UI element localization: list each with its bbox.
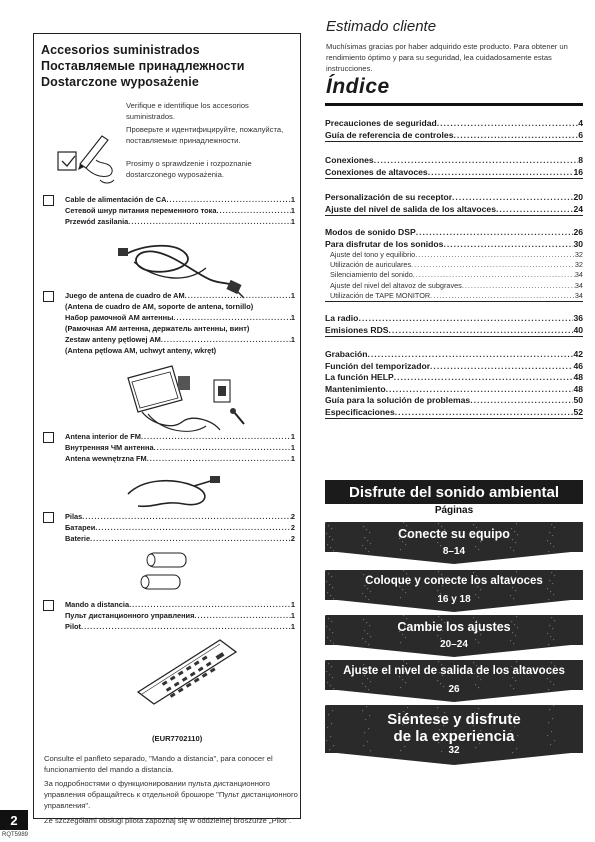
checkbox-fm-antenna[interactable] [43, 432, 54, 443]
toc-entry[interactable] [325, 227, 583, 239]
item-line: Pilot ..... 1 [65, 621, 295, 633]
page-number-badge: 2 [0, 810, 28, 830]
toc-entry-label: Guía de referencia de controles [325, 129, 454, 140]
toc-entry[interactable] [325, 167, 583, 179]
toc-entry-label: Utilización de auriculares [330, 260, 412, 270]
toc-entry-page: 24 [573, 203, 583, 214]
toc-entry-page: 50 [573, 395, 583, 405]
remote-model-number: (EUR7702110) [152, 734, 203, 743]
greeting-text: Muchísimas gracias por haber adquirido este producto. Para obtener un rendimiento óptimo y para su seguridad, lea cuidadosamente estas instrucciones. [326, 42, 568, 73]
toc-entry[interactable] [325, 325, 583, 337]
item-line: Пульт дистанционного управления ..... 1 [65, 610, 295, 622]
accessories-title-ru: Поставляемые принадлежности [41, 59, 245, 73]
flow-step-pages: 26 [448, 684, 460, 695]
item-line: Antena wewnętrzna FM ..... 1 [65, 453, 295, 465]
toc-entry[interactable] [325, 239, 583, 251]
item-line: Przewód zasilania ..... 1 [65, 216, 295, 228]
note-pl: Ze szczegółami obsługi pilota zapoznaj się w oddzielnej broszurze „Pilot". [44, 816, 292, 825]
toc-entry[interactable] [325, 270, 583, 280]
checkbox-batteries[interactable] [43, 512, 54, 523]
accessories-title-pl: Dostarczone wyposażenie [41, 75, 199, 89]
accessories-panel [33, 33, 301, 825]
accessories-title-es: Accesorios suministrados [41, 43, 200, 57]
toc-group [325, 349, 583, 419]
item-line: (Antena de cuadro de AM, soporte de antena, tornillo) [65, 302, 254, 311]
item-line: (Antena pętlowa AM, uchwyt anteny, wkręt) [65, 346, 217, 355]
flow-pages-label: Páginas [434, 505, 474, 516]
fm-antenna-illustration [124, 474, 224, 512]
toc-entry-label: Utilización de TAPE MONITOR [330, 290, 431, 300]
flow-step-pages: 20–24 [440, 639, 468, 650]
toc-entry[interactable] [325, 395, 583, 407]
toc-entry-label: Ajuste del nivel del altavoz de subgraves [330, 280, 462, 290]
toc-entry[interactable] [325, 204, 583, 216]
flow-step-pages: 8–14 [442, 546, 466, 557]
toc-entry[interactable] [325, 130, 583, 142]
toc-entry-label: Mantenimiento [325, 383, 386, 394]
verify-text-pl: Prosimy o sprawdzenie i rozpoznanie dostarczonego wyposażenia. [126, 159, 252, 179]
toc-entry-label: Modos de sonido DSP [325, 227, 416, 237]
greeting-title: Estimado cliente [326, 18, 437, 35]
checkbox-am-antenna[interactable] [43, 291, 54, 302]
toc-group [325, 118, 583, 142]
item-line: Mando a distancia ..... 1 [65, 599, 295, 611]
toc-entry[interactable] [325, 361, 583, 373]
item-line: Baterie ..... 2 [65, 533, 295, 545]
toc-entry-page: 42 [573, 349, 583, 359]
toc-entry[interactable] [325, 260, 583, 270]
toc-entry-label: Personalización de su receptor [325, 192, 453, 202]
toc-entry[interactable] [325, 349, 583, 361]
pen-checkbox-icon [56, 130, 116, 188]
toc-entry[interactable] [325, 118, 583, 130]
toc-entry-page: 6 [578, 129, 583, 140]
toc-group [325, 313, 583, 337]
flow-step [325, 570, 583, 612]
flow-title: Disfrute del sonido ambiental [325, 480, 583, 504]
verify-text-es: Verifique e identifique los accesorios suministrados. [126, 101, 249, 121]
toc-entry-page: 48 [573, 372, 583, 382]
toc-entry-page: 34 [574, 280, 583, 290]
index-title: Índice [326, 75, 390, 98]
toc-entry[interactable] [325, 407, 583, 419]
flow-step-label: Siéntese y disfrute [387, 711, 521, 728]
flow-step-label: Coloque y conecte los altavoces [365, 575, 543, 587]
remote-control-illustration [132, 634, 242, 706]
toc-entry-label: Función del temporizador [325, 360, 431, 371]
toc-entry-label: Conexiones de altavoces [325, 166, 428, 177]
toc-entry[interactable] [325, 155, 583, 167]
toc-entry[interactable] [325, 291, 583, 301]
toc-entry-label: Para disfrutar de los sonidos [325, 238, 444, 249]
toc-entry-page: 34 [574, 290, 583, 300]
flow-step [325, 615, 583, 657]
note-ru: За подробностями о функционировании пульта дистанционного управления обращайтесь к отдельной брошюре "Пульт дистанционного управления". [44, 779, 298, 810]
toc-entry-label: Especificaciones [325, 406, 395, 417]
checkbox-ac-cable[interactable] [43, 195, 54, 206]
toc-entry-label: Silenciamiento del sonido [330, 270, 413, 280]
document-code: RQT5989 [2, 832, 29, 838]
toc-entry-label: La función HELP [325, 372, 394, 382]
item-line: Cable de alimentación de CA ..... 1 [65, 194, 295, 206]
flow-step-pages: 16 y 18 [437, 594, 471, 605]
toc-entry-label: Guía para la solución de problemas [325, 395, 471, 405]
item-line: Antena interior de FM ..... 1 [65, 431, 295, 443]
toc-entry-label: Precauciones de seguridad [325, 118, 437, 128]
note-es: Consulte el panfleto separado, "Mando a distancia", para conocer el funcionamiento del mando a distancia. [44, 754, 273, 774]
item-line: Внутренняя ЧМ антенна ..... 1 [65, 442, 295, 454]
flow-step-label: Ajuste el nivel de salida de los altavoces [343, 665, 565, 677]
flow-step-pages: 32 [448, 745, 460, 756]
toc-entry-page: 16 [573, 166, 583, 177]
toc-entry[interactable] [325, 250, 583, 260]
item-line: Батареи ..... 2 [65, 522, 295, 534]
item-line: Juego de antena de cuadro de AM ..... 1 [65, 290, 295, 302]
flow-step-label: Cambie los ajustes [397, 620, 511, 634]
toc-entry-page: 34 [574, 270, 583, 280]
toc-entry-label: Ajuste del tono y equilibrio [330, 250, 416, 259]
toc-entry[interactable] [325, 192, 583, 204]
am-loop-antenna-illustration [122, 360, 262, 442]
toc-entry-page: 20 [573, 192, 583, 202]
toc-entry[interactable] [325, 313, 583, 325]
toc-entry-page: 26 [573, 227, 583, 237]
toc-entry-page: 8 [578, 155, 583, 165]
item-line: Pilas ..... 2 [65, 511, 295, 523]
toc-entry[interactable] [325, 384, 583, 396]
toc-entry-page: 52 [573, 406, 583, 417]
toc-entry-page: 36 [573, 313, 583, 323]
flow-step [325, 660, 583, 702]
toc-entry-page: 4 [578, 118, 583, 128]
flow-step-label: Conecte su equipo [398, 527, 510, 541]
index-title-rule [325, 103, 583, 106]
item-line: (Рамочная AM антенна, держатель антенны, винт) [65, 324, 250, 333]
item-line: Zestaw anteny pętlowej AM ..... 1 [65, 334, 295, 346]
item-line: Набор рамочной AM антенны ..... 1 [65, 312, 295, 324]
toc-group [325, 155, 583, 179]
toc-entry-label: Conexiones [325, 155, 374, 165]
toc-entry-label: Grabación [325, 349, 368, 359]
toc-entry-page: 30 [573, 238, 583, 249]
flow-step [325, 705, 583, 765]
toc-entry[interactable] [325, 281, 583, 291]
toc-entry-label: La radio [325, 313, 359, 323]
toc-entry-label: Ajuste del nivel de salida de los altavoces [325, 203, 496, 214]
flow-step [325, 522, 583, 564]
toc-entry-page: 32 [574, 250, 583, 259]
checkbox-remote[interactable] [43, 600, 54, 611]
flow-step-label: de la experiencia [393, 728, 515, 745]
toc-entry-page: 48 [573, 383, 583, 394]
toc-group [325, 192, 583, 216]
toc-entry-page: 40 [573, 324, 583, 335]
toc-entry-page: 46 [573, 360, 583, 371]
verify-text-ru: Проверьте и идентифицируйте, пожалуйста, поставляемые принадлежности. [126, 125, 284, 145]
toc-group [325, 227, 583, 302]
toc-entry-label: Emisiones RDS [325, 324, 389, 335]
batteries-illustration [138, 551, 194, 593]
item-line: Сетевой шнур питания переменного тока ..... 1 [65, 205, 295, 217]
toc-entry-page: 32 [574, 260, 583, 270]
toc-entry[interactable] [325, 372, 583, 384]
